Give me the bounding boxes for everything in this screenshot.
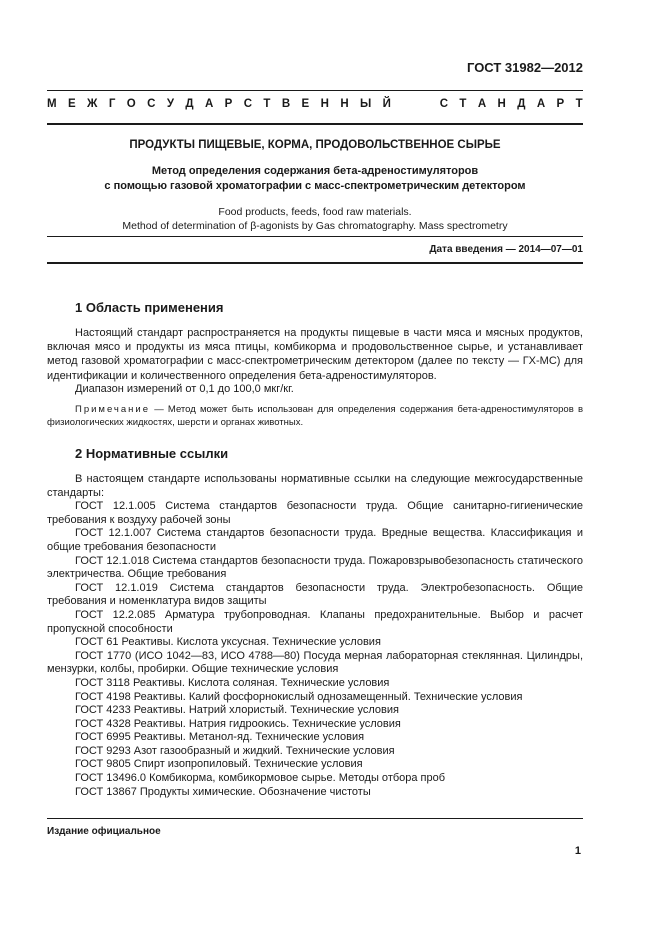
references-intro: В настоящем стандарте использованы нормативные ссылки на следующие межгосударственные стандарты: [47,473,583,499]
interstate-letter: Н [340,98,349,110]
interstate-standard-heading [47,98,583,110]
reference-item: ГОСТ 12.2.085 Арматура трубопроводная. Клапаны предохранительные. Выбор и расчет пропускной способности [47,608,583,635]
interstate-letter: М [47,98,57,110]
section-1-note [47,403,583,429]
reference-item: ГОСТ 9293 Азот газообразный и жидкий. Технические условия [75,744,395,757]
interstate-letter: Р [556,98,565,110]
document-subtitle [47,164,583,193]
interstate-letter: А [536,98,546,110]
interstate-letter: Й [382,98,391,110]
introduction-date: Дата введения — 2014—07—01 [429,244,583,255]
interstate-letter: С [439,98,449,110]
section-1-title: 1 Область применения [75,300,224,315]
interstate-letter: Е [67,98,76,110]
document-title: ПРОДУКТЫ ПИЩЕВЫЕ, КОРМА, ПРОДОВОЛЬСТВЕННОЕ СЫРЬЕ [129,139,501,151]
section-1-paragraph: Настоящий стандарт распространяется на продукты пищевые в части мяса и мясных продуктов, включая мясо и продукты из мяса птицы, комбикорма и продовольственное сырье, и устанавливает метод газовой хроматографии с масс-спектрометрическим детектором (далее по тексту — ГХ-МС) для идентификации и количественного определения бета-адреностимуляторов. [47,327,583,382]
interstate-letter: Н [320,98,329,110]
interstate-letter: Р [224,98,233,110]
interstate-letter: Д [517,98,526,110]
measurement-range: Диапазон измерений от 0,1 до 100,0 мкг/кг. [75,383,294,395]
interstate-letter: Т [459,98,467,110]
section-2-title: 2 Нормативные ссылки [75,446,229,461]
heading-rule [47,123,583,125]
reference-item: ГОСТ 12.1.018 Система стандартов безопасности труда. Пожаровзрывобезопасность статического электричества. Общие требования [47,554,583,581]
interstate-letter: Т [263,98,271,110]
reference-item: ГОСТ 3118 Реактивы. Кислота соляная. Технические условия [75,676,390,689]
reference-item: ГОСТ 1770 (ИСО 1042—83, ИСО 4788—80) Посуда мерная лабораторная стеклянная. Цилиндры, мензурки, колбы, пробирки. Общие технические условия [47,649,583,676]
footer-rule [47,818,583,819]
english-title [47,205,583,233]
interstate-letter: Е [301,98,310,110]
note-text: — Метод может быть использован для определения содержания бета-адреностимуляторов в физиологических жидкостях, шерсти и органах животных. [47,404,583,428]
interstate-letter: У [166,98,174,110]
interstate-letter: С [243,98,253,110]
reference-item: ГОСТ 12.1.019 Система стандартов безопасности труда. Электробезопасность. Общие требования и номенклатура видов защиты [47,581,583,608]
gost-id: ГОСТ 31982—2012 [467,60,583,75]
subtitle-line-2: с помощью газовой хроматографии с масс-спектрометрическим детектором [104,179,526,192]
reference-item: ГОСТ 61 Реактивы. Кислота уксусная. Технические условия [75,636,381,649]
reference-item: ГОСТ 12.1.007 Система стандартов безопасности труда. Вредные вещества. Классификация и общие требования безопасности [47,527,583,553]
english-title-line-1: Food products, feeds, food raw materials. [218,206,412,218]
top-rule [47,90,583,91]
reference-item: ГОСТ 13867 Продукты химические. Обозначение чистоты [75,785,371,798]
interstate-letter: А [204,98,214,110]
interstate-letter: С [147,98,156,110]
interstate-letter: Т [575,98,583,110]
interstate-letter: А [477,98,487,110]
reference-item: ГОСТ 13496.0 Комбикорма, комбикормовое сырье. Методы отбора проб [75,772,446,785]
interstate-letter: В [281,98,291,110]
page-number: 1 [574,845,581,857]
note-label: Примечание [75,404,150,415]
interstate-letter: Г [108,98,116,110]
references-list [47,473,583,799]
reference-item: ГОСТ 12.1.005 Система стандартов безопасности труда. Общие санитарно-гигиенические требования к воздуху рабочей зоны [47,500,583,526]
interstate-letter: Ж [87,98,98,110]
official-edition: Издание официальное [47,826,161,837]
date-rule [47,262,583,264]
interstate-letter: Д [185,98,194,110]
title-rule [47,236,583,237]
interstate-letter: О [126,98,136,110]
english-title-line-2: Method of determination of β-agonists by Gas chromatography. Mass spectrometry [122,220,508,232]
subtitle-line-1: Метод определения содержания бета-адреностимуляторов [151,165,479,177]
interstate-word-gap [402,98,428,110]
reference-item: ГОСТ 9805 Спирт изопропиловый. Технические условия [75,758,363,771]
reference-item: ГОСТ 6995 Реактивы. Метанол-яд. Технические условия [75,731,365,744]
reference-item: ГОСТ 4328 Реактивы. Натрия гидроокись. Технические условия [75,717,401,730]
interstate-letter: Н [497,98,506,110]
reference-item: ГОСТ 4233 Реактивы. Натрий хлористый. Технические условия [75,704,399,717]
interstate-letter: Ы [360,98,372,110]
reference-item: ГОСТ 4198 Реактивы. Калий фосфорнокислый однозамещенный. Технические условия [75,690,523,703]
